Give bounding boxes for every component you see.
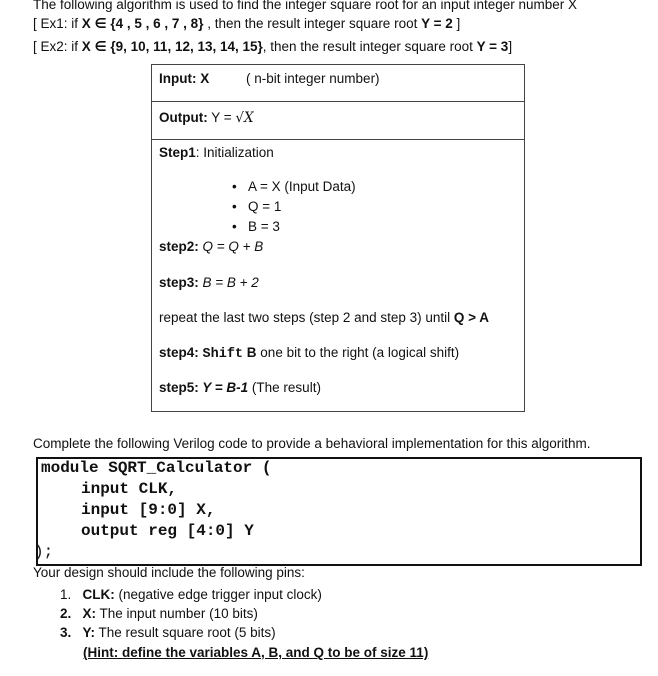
code-line: module SQRT_Calculator ( xyxy=(41,459,272,477)
hint: (Hint: define the variables A, B, and Q to be of size 11) xyxy=(83,645,429,660)
step5: step5: Y = B-1 (The result) xyxy=(159,380,321,395)
input-row: Input: X ( n-bit integer number) xyxy=(159,71,380,86)
step4: step4: Shift B one bit to the right (a logical shift) xyxy=(159,345,460,362)
bullet-item: • Q = 1 xyxy=(232,199,282,214)
steps-section: Step1: Initialization • A = X (Input Data) • Q = 1 • B = 3 step2: Q = Q + B step3: B = B + 2 repeat the last two steps (step 2 and step 3) until Q > A step4: Shift B one bit to the right (a logical shift) step5: Y = B-1 (The result) xyxy=(152,139,524,412)
code-line: input [9:0] X, xyxy=(81,501,216,519)
code-line: ); xyxy=(34,543,54,561)
step3: step3: B = B + 2 xyxy=(159,275,259,290)
instruction: Complete the following Verilog code to provide a behavioral implementation for this algorithm. xyxy=(33,436,591,451)
example-2: [ Ex2: if X ∈ {9, 10, 11, 12, 13, 14, 15}, then the result integer square root Y = 3] xyxy=(33,39,513,54)
verilog-code-box xyxy=(36,457,642,566)
example-1: [ Ex1: if X ∈ {4 , 5 , 6 , 7 , 8} , then the result integer square root Y = 2 ] xyxy=(33,16,461,31)
bullet-item: • B = 3 xyxy=(232,219,280,234)
output-row: Output: Y = √X xyxy=(152,101,524,140)
code-line: output reg [4:0] Y xyxy=(81,522,254,540)
algorithm-box xyxy=(151,64,525,412)
step2: step2: Q = Q + B xyxy=(159,239,264,254)
code-line: input CLK, xyxy=(81,480,178,498)
pin-item: 2. X: The input number (10 bits) xyxy=(60,606,258,621)
pin-item: 1. CLK: (negative edge trigger input clock) xyxy=(60,587,322,602)
repeat-text: repeat the last two steps (step 2 and step 3) until Q > A xyxy=(159,310,490,325)
pins-intro: Your design should include the following pins: xyxy=(33,565,305,580)
bullet-item: • A = X (Input Data) xyxy=(232,179,356,194)
pin-item: 3. Y: The result square root (5 bits) xyxy=(60,625,276,640)
intro-line-1: The following algorithm is used to find the integer square root for an input integer number X xyxy=(33,0,578,12)
